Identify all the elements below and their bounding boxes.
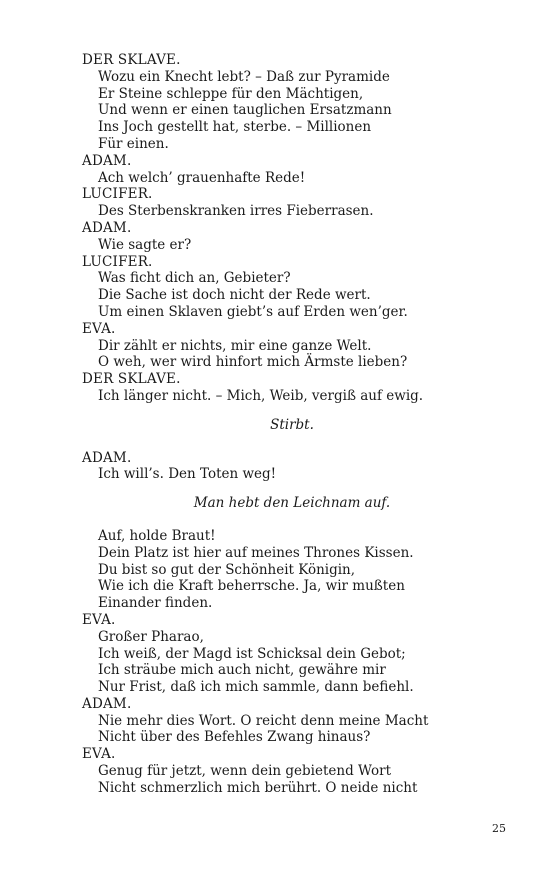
verse-line: Wie sagte er? xyxy=(98,236,192,253)
verse-line: Er Steine schleppe für den Mächtigen, xyxy=(98,85,364,102)
verse-line: Dein Platz ist hier auf meines Thrones Kissen. xyxy=(98,544,414,561)
verse-line: Nur Frist, daß ich mich sammle, dann befiehl. xyxy=(98,679,414,696)
verse-line: Ach welch’ grauenhafte Rede! xyxy=(98,169,306,186)
stage-direction: Stirbt. xyxy=(270,416,314,433)
speaker-name: EVA. xyxy=(82,746,116,763)
verse-line: Wie ich die Kraft beherrsche. Ja, wir mußten xyxy=(98,578,405,595)
verse-line: Nicht schmerzlich mich berührt. O neide nicht xyxy=(98,779,418,796)
speaker-name: EVA. xyxy=(82,611,116,628)
speaker-name: LUCIFER. xyxy=(82,186,153,203)
verse-line: Um einen Sklaven giebt’s auf Erden wen’ger. xyxy=(98,303,408,320)
play-text xyxy=(82,52,482,797)
speaker-name: EVA. xyxy=(82,320,116,337)
stage-direction: Man hebt den Leichnam auf. xyxy=(193,495,391,512)
verse-line: Genug für jetzt, wenn dein gebietend Wort xyxy=(98,763,391,780)
verse-line: Nicht über des Befehles Zwang hinaus? xyxy=(98,729,371,746)
verse-line: Des Sterbenskranken irres Fieberrasen. xyxy=(98,203,374,220)
verse-line: Du bist so gut der Schönheit Königin, xyxy=(98,561,356,578)
verse-line: O weh, wer wird hinfort mich Ärmste lieben? xyxy=(98,354,408,371)
verse-line: Ich sträube mich auch nicht, gewähre mir xyxy=(98,662,386,679)
speaker-name: DER SKLAVE. xyxy=(82,52,181,68)
verse-line: Ins Joch gestellt hat, sterbe. – Millionen xyxy=(98,119,372,136)
speaker-name: ADAM. xyxy=(82,152,132,169)
verse-line: Auf, holde Braut! xyxy=(98,527,216,544)
verse-line: Ich länger nicht. – Mich, Weib, vergiß auf ewig. xyxy=(98,387,424,404)
speaker-name: ADAM. xyxy=(82,695,132,712)
verse-line: Und wenn er einen tauglichen Ersatzmann xyxy=(98,102,392,119)
verse-line: Für einen. xyxy=(98,135,169,152)
verse-line: Ich weiß, der Magd ist Schicksal dein Gebot; xyxy=(98,645,406,662)
speaker-name: LUCIFER. xyxy=(82,253,153,270)
verse-line: Was ficht dich an, Gebieter? xyxy=(98,270,291,287)
verse-line: Einander finden. xyxy=(98,595,213,612)
speaker-name: ADAM. xyxy=(82,449,132,466)
verse-line: Nie mehr dies Wort. O reicht denn meine Macht xyxy=(98,712,429,729)
verse-line: Die Sache ist doch nicht der Rede wert. xyxy=(98,287,371,304)
verse-line: Großer Pharao, xyxy=(98,628,204,645)
speaker-name: DER SKLAVE. xyxy=(82,371,181,388)
page-number: 25 xyxy=(492,822,506,835)
verse-line: Dir zählt er nichts, mir eine ganze Welt. xyxy=(98,337,372,354)
verse-line: Wozu ein Knecht lebt? – Daß zur Pyramide xyxy=(98,68,390,85)
speaker-name: ADAM. xyxy=(82,219,132,236)
verse-line: Ich will’s. Den Toten weg! xyxy=(98,466,277,483)
